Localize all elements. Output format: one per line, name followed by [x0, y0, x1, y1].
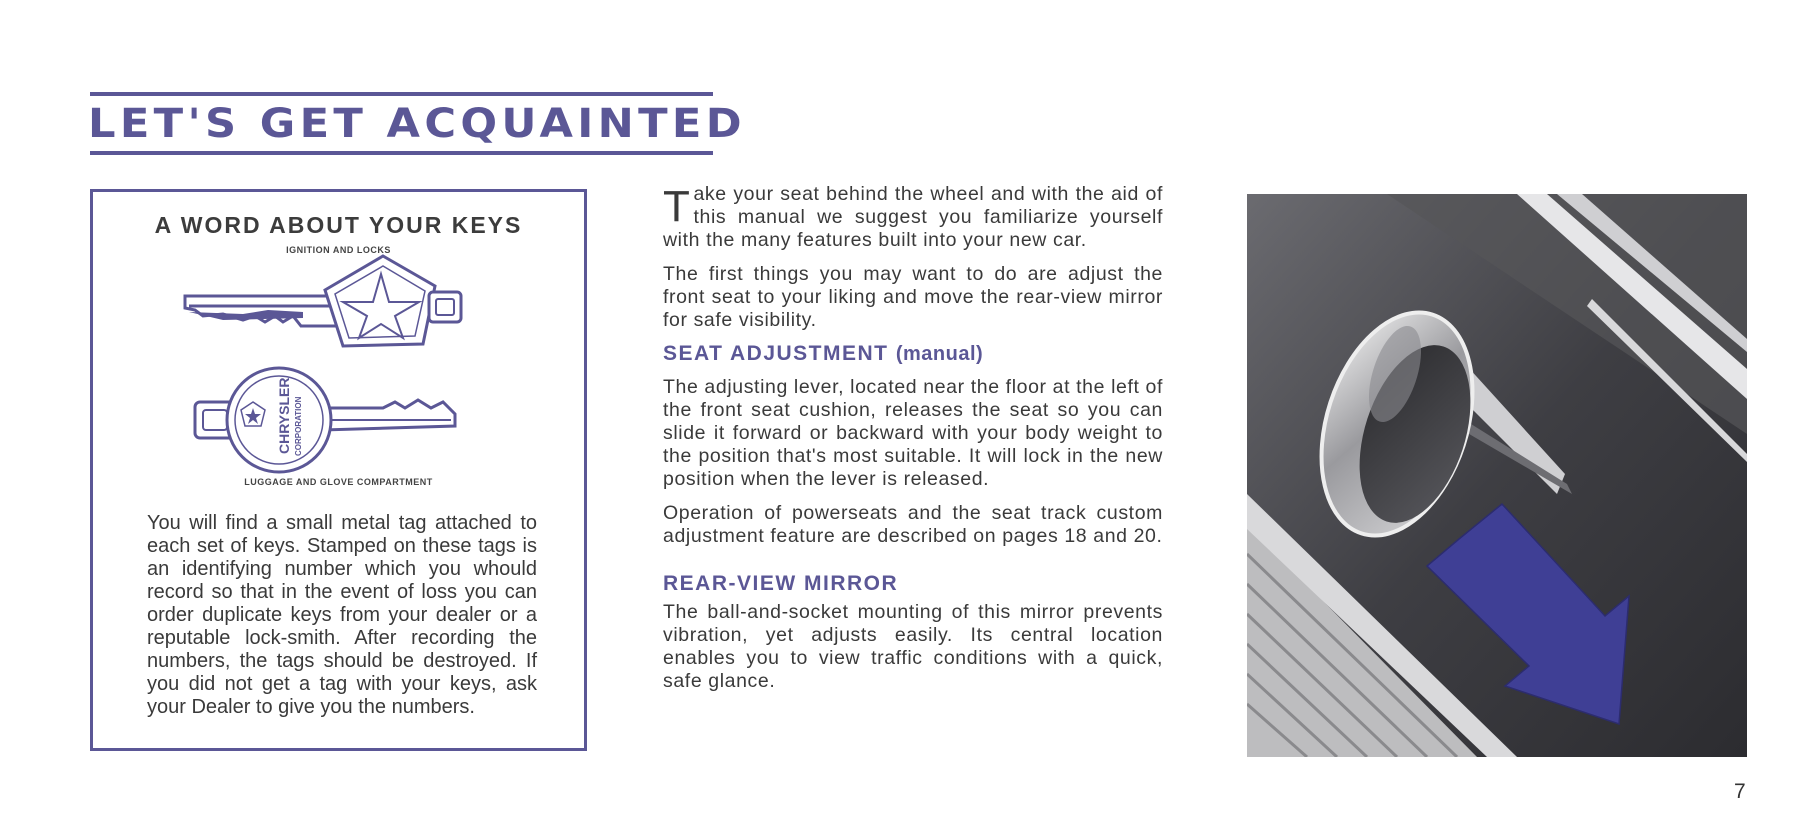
- drop-cap: T: [663, 182, 691, 231]
- intro-paragraph: [663, 183, 1163, 252]
- ignition-key-caption: IGNITION AND LOCKS: [286, 245, 391, 255]
- rear-view-mirror-paragraph: The ball-and-socket mounting of this mirror prevents vibration, yet adjusts easily. Its central location enables you to view traffic conditions with a quick, safe glance.: [663, 601, 1163, 692]
- ignition-key-illustration: [183, 254, 483, 364]
- luggage-key-illustration: [193, 364, 493, 474]
- main-text-column: [663, 183, 1163, 693]
- intro-paragraph-text: ake your seat behind the wheel and with the aid of this manual we suggest you familiarize yourself with the many features built into your new car.: [663, 183, 1163, 251]
- seat-adjustment-paragraph-1: The adjusting lever, located near the floor at the left of the front seat cushion, releases the seat so you can slide it forward or backward with your body weight to the position that's most suitable. It will lock in the new position when the lever is released.: [663, 376, 1163, 490]
- keys-box-title: A WORD ABOUT YOUR KEYS: [154, 212, 523, 238]
- seat-lever-photo: [1247, 194, 1747, 757]
- intro-paragraph-2: The first things you may want to do are adjust the front seat to your liking and move the rear-view mirror for safe visibility.: [663, 263, 1163, 331]
- keys-sidebar-box: [90, 189, 587, 751]
- keys-body-text: You will find a small metal tag attached to each set of keys. Stamped on these tags is an identifying number which you whould record so that in the event of loss you can order duplicate keys from your dealer or a reputable lock-smith. After recording the numbers, the tags should be destroyed. If you did not get a tag with your keys, ask your Dealer to give you the numbers.: [147, 512, 537, 718]
- key-logo-subtext: CORPORATION: [294, 396, 303, 456]
- page-number: 7: [1734, 780, 1746, 803]
- key-logo-text: CHRYSLER: [276, 377, 292, 454]
- title-rule-bottom: [90, 151, 713, 155]
- title-rule-top: [90, 92, 713, 96]
- seat-adjustment-heading-text: SEAT ADJUSTMENT: [663, 342, 889, 365]
- luggage-key-caption: LUGGAGE AND GLOVE COMPARTMENT: [244, 477, 433, 487]
- rear-view-mirror-heading: REAR-VIEW MIRROR: [663, 572, 899, 595]
- seat-adjustment-subheading: (manual): [895, 343, 984, 365]
- seat-lever-illustration: [1247, 194, 1747, 757]
- seat-adjustment-paragraph-2: Operation of powerseats and the seat track custom adjustment feature are described on pages 18 and 20.: [663, 502, 1163, 547]
- seat-adjustment-heading: [663, 342, 1163, 366]
- page-title: LET'S GET ACQUAINTED: [88, 101, 746, 147]
